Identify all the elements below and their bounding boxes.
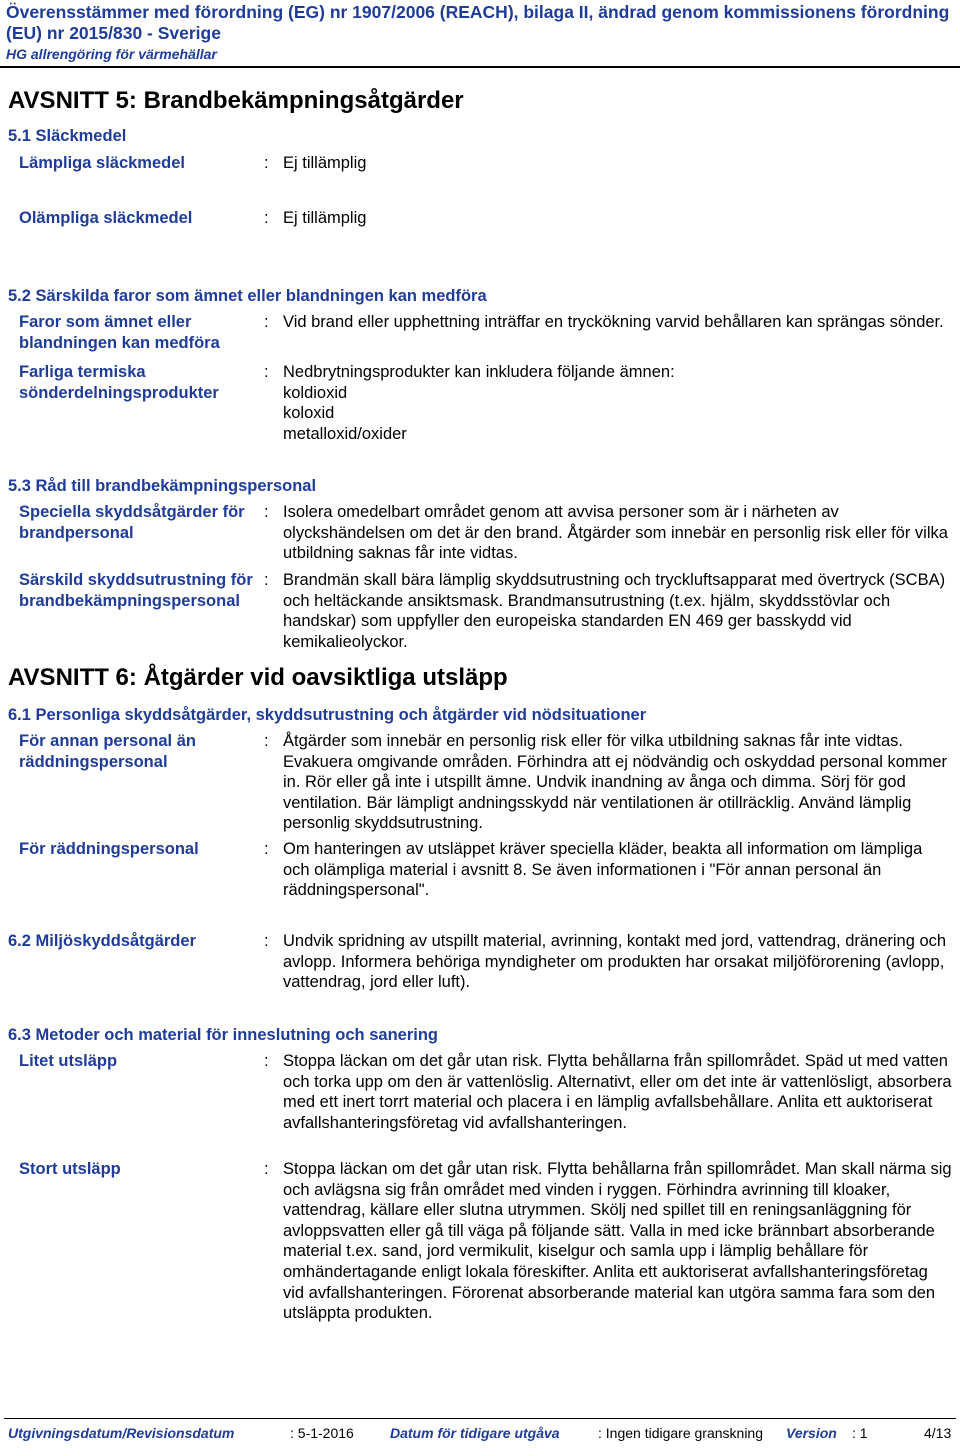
value-thermal-decomposition [283, 362, 953, 444]
value-small-spill: Stoppa läckan om det går utan risk. Flytta behållarna från spillområdet. Späd ut med vatten och torka upp om den är vattenlöslig. Alternativt, eller om det inte är vattenlösligt, absorbera med ett inert torrt material och placera i en lämplig avfallsbehållare. Anlita ett auktoriserat avfallshanteringsföretag vid avfallshanteringen. [283, 1052, 952, 1132]
regulation-header-line1: Överensstämmer med förordning (EG) nr 1907/2006 (REACH), bilaga II, ändrad genom kommissionens förordning [6, 2, 950, 22]
footer-previous-date-value: : Ingen tidigare granskning [598, 1425, 763, 1441]
colon: : [264, 571, 269, 589]
colon: : [264, 503, 269, 521]
label-thermal-decomposition: Farliga termiska sönderdelningsprodukter [19, 363, 219, 402]
colon: : [264, 313, 269, 331]
label-non-emergency-personnel: För annan personal än räddningspersonal [19, 732, 196, 771]
subsection-5-2-heading: 5.2 Särskilda faror som ämnet eller blandningen kan medföra [8, 287, 487, 305]
label-suitable-media: Lämpliga släckmedel [19, 154, 185, 172]
value-large-spill: Stoppa läckan om det går utan risk. Flytta behållarna från spillområdet. Man skall närma sig och avlägsna sig från området med vinden i ryggen. Förhindra avrinning till kloaker, vattendrag, källare eller slutna utrymmen. Skölj ned spillet till en reningsanläggning för avloppsvatten eller gå till väga på följande sätt. Valla in med icke brännbart absorberande material t.ex. sand, jord vermikulit, kiselgur och samla upp i lämplig behållare för omhändertagande enligt lokala föreskifter. Anlita ett auktoriserat avfallshanteringsföretag vid avfallshanteringen. Förorenat absorberande material kan utgöra samma fara som den utsläppta produkten. [283, 1160, 952, 1323]
footer-previous-date-label: Datum för tidigare utgåva [390, 1425, 560, 1441]
header-rule [0, 66, 960, 68]
footer-issue-date-label: Utgivningsdatum/Revisionsdatum [8, 1425, 235, 1441]
colon: : [264, 154, 269, 172]
colon: : [264, 363, 269, 381]
subsection-5-1-heading: 5.1 Släckmedel [8, 127, 127, 145]
subsection-6-1-heading: 6.1 Personliga skyddsåtgärder, skyddsutrustning och åtgärder vid nödsituationer [8, 706, 647, 724]
value-unsuitable-media: Ej tillämplig [283, 209, 367, 227]
colon: : [264, 209, 269, 227]
colon: : [264, 1052, 269, 1070]
colon: : [264, 932, 269, 950]
label-emergency-responders: För räddningspersonal [19, 840, 199, 858]
colon: : [264, 1160, 269, 1178]
label-unsuitable-media: Olämpliga släckmedel [19, 209, 193, 227]
label-special-precautions: Speciella skyddsåtgärder för brandpersonal [19, 503, 245, 542]
subsection-6-3-heading: 6.3 Metoder och material för inneslutning och sanering [8, 1026, 438, 1044]
colon: : [264, 732, 269, 750]
value-non-emergency-personnel: Åtgärder som innebär en personlig risk eller för vilka utbildning saknas får inte vidtas. Evakuera omgivande områden. Förhindra att ej nödvändig och oskyddad personal kommer in. Rör eller gå inte i utspillt ämne. Undvik inandning av ånga och dimma. Sörj för god ventilation. Bär lämpligt andningsskydd när ventilationen är otillräcklig. Använd lämplig personlig skyddsutrustning. [283, 732, 948, 833]
label-large-spill: Stort utsläpp [19, 1160, 121, 1178]
label-environmental-precautions: 6.2 Miljöskyddsåtgärder [8, 932, 196, 950]
label-protective-equipment: Särskild skyddsutrustning för brandbekämpningspersonal [19, 571, 253, 610]
label-small-spill: Litet utsläpp [19, 1052, 118, 1070]
decomposition-item: metalloxid/oxider [283, 424, 407, 443]
footer-version-label: Version [786, 1425, 837, 1441]
section5-title: AVSNITT 5: Brandbekämpningsåtgärder [8, 87, 464, 114]
footer-page-number: 4/13 [924, 1425, 952, 1441]
value-hazards: Vid brand eller upphettning inträffar en tryckökning varvid behållaren kan sprängas sönder. [283, 313, 944, 331]
value-emergency-responders: Om hanteringen av utsläppet kräver speciella kläder, beakta all information om lämpliga och olämpliga material i avsnitt 8. Se även informationen i "För annan personal än räddningspersonal". [283, 840, 923, 900]
product-name: HG allrengöring för värmehällar [6, 46, 217, 62]
colon: : [264, 840, 269, 858]
decomposition-item: koloxid [283, 404, 335, 423]
value-special-precautions: Isolera omedelbart området genom att avvisa personer som är i närheten av olyckshändelsen om det är den brand. Åtgärder som innebär en personlig risk eller för vilka utbildning saknas får inte vidtas. [283, 503, 948, 563]
value-environmental-precautions: Undvik spridning av utspillt material, avrinning, kontakt med jord, vattendrag, dränering och avlopp. Informera behöriga myndigheter om produkten har orsakat miljöförorening (avlopp, vattendrag, jord eller luft). [283, 932, 947, 992]
section6-title: AVSNITT 6: Åtgärder vid oavsiktliga utsläpp [8, 664, 508, 691]
subsection-5-3-heading: 5.3 Råd till brandbekämpningspersonal [8, 477, 317, 495]
label-hazards: Faror som ämnet eller blandningen kan medföra [19, 313, 220, 352]
decomposition-item: koldioxid [283, 383, 348, 402]
value-protective-equipment: Brandmän skall bära lämplig skyddsutrustning och tryckluftsapparat med övertryck (SCBA) och heltäckande ansiktsmask. Brandmansutrustning (t.ex. hjälm, skyddsstövlar och handskar) som uppfyller den europeiska standarden EN 469 ger basskydd vid kemikalieolyckor. [283, 571, 946, 651]
footer-version-value: : 1 [852, 1425, 868, 1441]
footer-issue-date-value: : 5-1-2016 [290, 1425, 354, 1441]
decomposition-intro: Nedbrytningsprodukter kan inkludera följande ämnen: [283, 363, 675, 381]
regulation-header-line2: (EU) nr 2015/830 - Sverige [6, 23, 221, 43]
value-suitable-media: Ej tillämplig [283, 154, 367, 172]
footer-rule [4, 1418, 956, 1419]
